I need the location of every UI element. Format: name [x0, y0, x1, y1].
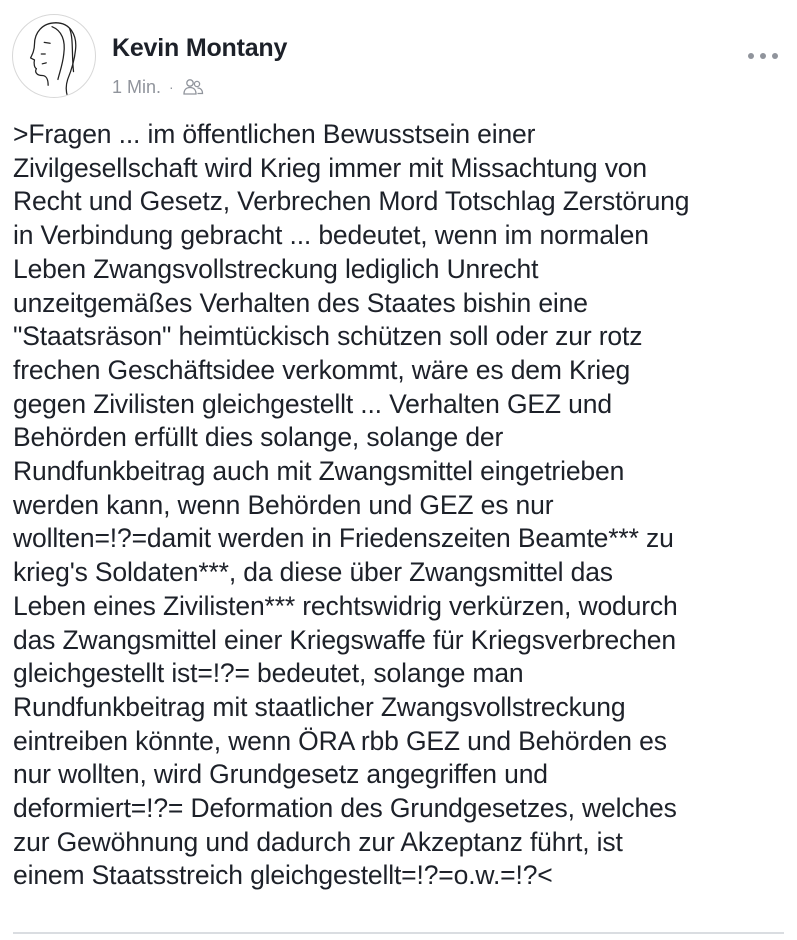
timestamp[interactable]: 1 Min. [112, 77, 162, 97]
author-name[interactable]: Kevin Montany [112, 34, 288, 62]
avatar[interactable] [12, 14, 96, 98]
more-options-button[interactable] [743, 46, 783, 66]
profile-drawing-icon [13, 15, 95, 97]
more-options-icon [747, 52, 779, 60]
post-text: >Fragen ... im öffentlichen Bewusstsein einer Zivilgesellschaft wird Krieg immer mit Missachtung von Recht und Gesetz, Verbrechen Mord Totschlag Zerstörung in Verbindung gebracht ... bedeutet, wenn im normalen Leben Zwangsvollstreckung lediglich Unrecht unzeitgemäßes Verhalten des Staates bishin eine "Staatsräson" heimtückisch schützen soll oder zur rotz frechen Geschäftsidee verkommt, wäre es dem Krieg gegen Zivilisten gleichgestellt ... Verhalten GEZ und Behörden erfüllt dies solange, solange der Rundfunkbeitrag auch mit Zwangsmittel eingetrieben werden kann, wenn Behörden und GEZ es nur wollten=!?=damit werden in Friedenszeiten Beamte*** zu krieg's Soldaten***, da diese über Zwangsmittel das Leben eines Zivilisten*** rechtswidrig verkürzen, wodurch das Zwangsmittel einer Kriegswaffe für Kriegsverbrechen gleichgestellt ist=!?= bedeutet, solange man Rundfunkbeitrag mit staatlicher Zwangsvollstreckung eintreiben könnte, wenn ÖRA rbb GEZ und Behörden es nur wollten, wird Grundgesetz angegriffen und deformiert=!?= Deformation des Grundgesetzes, welches zur Gewöhnung und dadurch zur Akzeptanz führt, ist einem Staatsstreich gleichgestellt=!?=o.w.=!?< [13, 119, 690, 891]
friends-icon[interactable] [182, 78, 204, 96]
divider [13, 932, 784, 934]
post-header [12, 12, 783, 102]
meta-separator: · [169, 79, 174, 95]
post-meta [112, 77, 204, 97]
